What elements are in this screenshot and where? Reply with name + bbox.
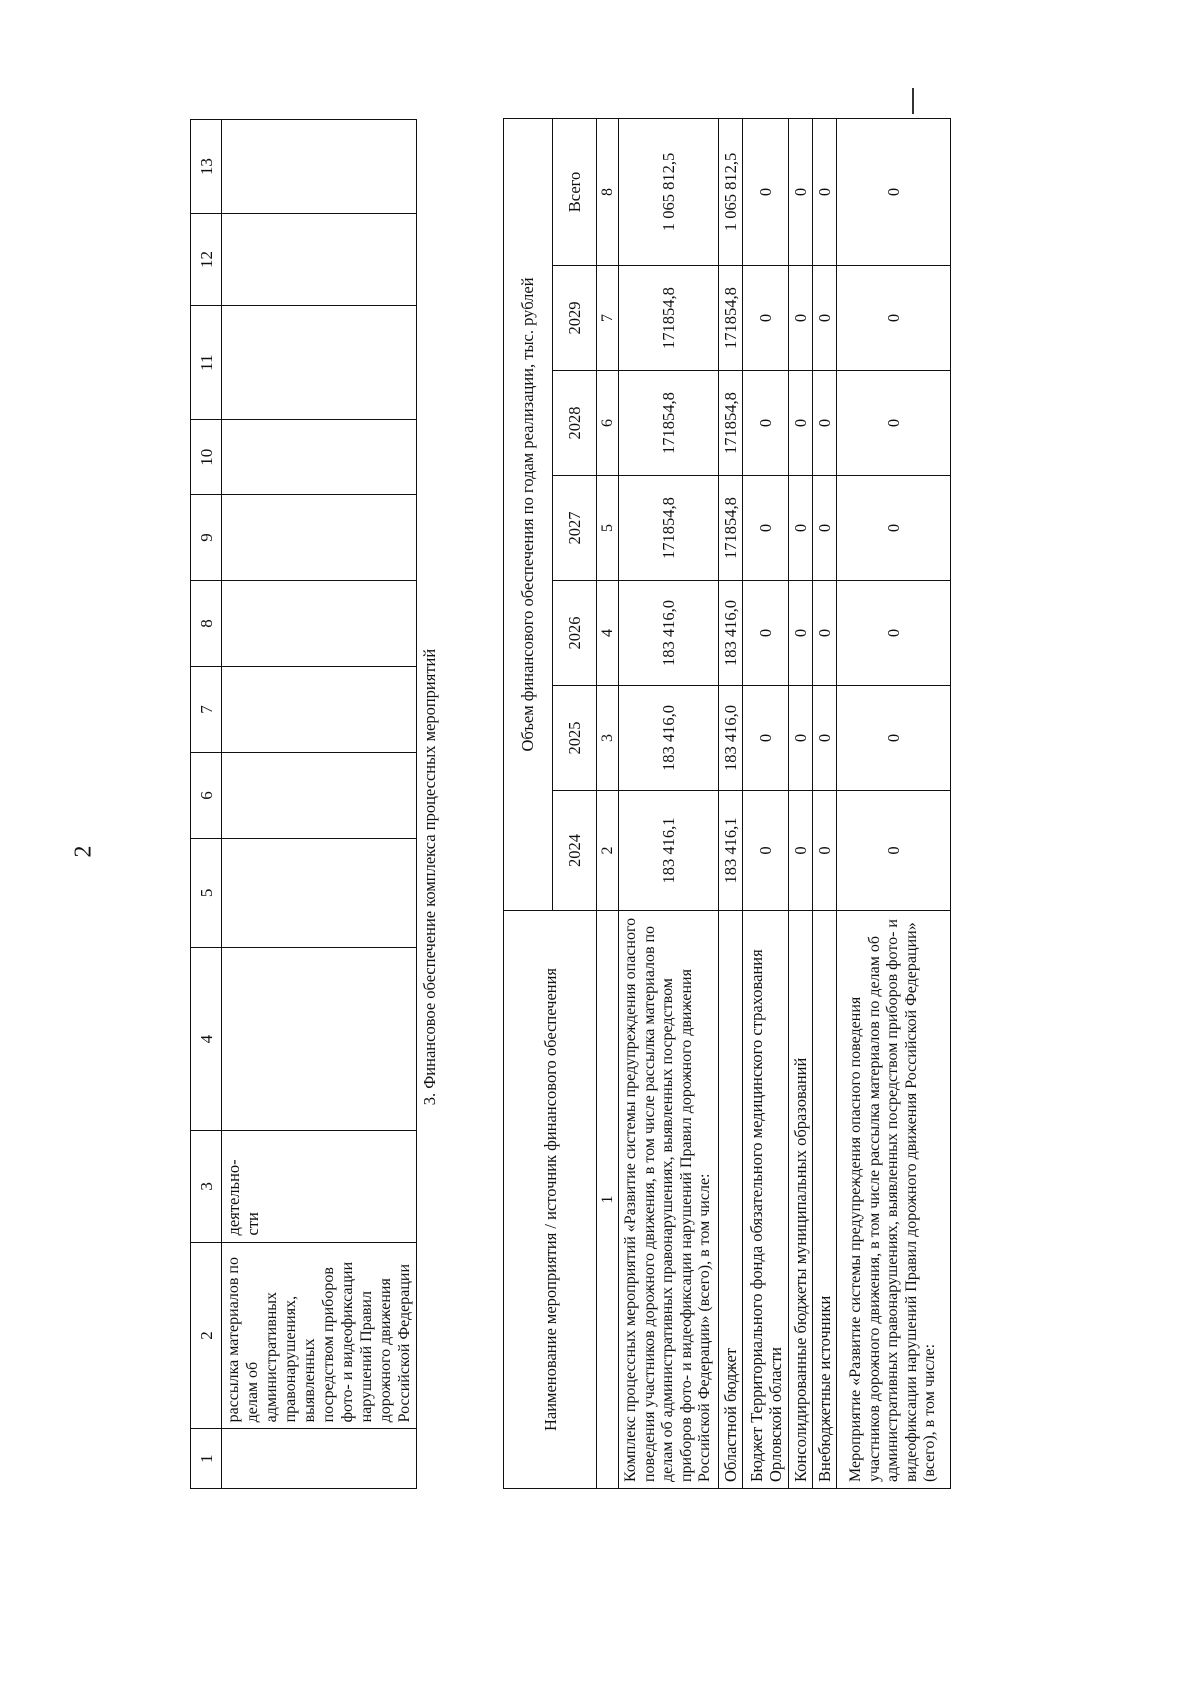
value-cell: 171854,8: [619, 266, 719, 371]
value-cell: 0: [813, 791, 837, 911]
row-name: Мероприятие «Развитие системы предупреждения опасного поведения участников дорожного движения, в том числе рассылка материалов по делам об административных правонарушениях, выявленных посредством приборов фото- и видеофиксации нарушений Правил дорожного движения Российской Федерации» (всего), в том числе:: [837, 911, 951, 1489]
col-number: 7: [597, 266, 619, 371]
total-cell: 1 065 812,5: [619, 118, 719, 265]
value-cell: 0: [837, 686, 951, 791]
column-numbers-row: [597, 118, 619, 1488]
year-header: 2026: [553, 581, 597, 686]
cell: [222, 495, 417, 581]
row-name: Консолидированные бюджеты муниципальных образований: [789, 911, 813, 1489]
value-cell: 0: [813, 686, 837, 791]
col-number: 11: [191, 305, 222, 420]
value-cell: 183 416,0: [619, 581, 719, 686]
header-name: Наименование мероприятия / источник финансового обеспечения: [504, 911, 597, 1489]
row-name: Комплекс процессных мероприятий «Развитие системы предупреждения опасного поведения участников дорожного движения, в том числе рассылка материалов по делам об административных правонарушениях, выявленных посредством приборов фото- и видеофиксации нарушений Правил дорожного движения Российской Федерации» (всего), в том числе:: [619, 911, 719, 1489]
value-cell: 0: [813, 581, 837, 686]
col-number: 2: [597, 791, 619, 911]
value-cell: 0: [837, 476, 951, 581]
year-header: 2027: [553, 476, 597, 581]
cell: деятельно-сти: [222, 1131, 417, 1242]
value-cell: 0: [789, 791, 813, 911]
value-cell: 0: [743, 686, 789, 791]
value-cell: 0: [789, 266, 813, 371]
continuation-body-row: [222, 120, 417, 1489]
col-number: 1: [597, 911, 619, 1489]
total-cell: 0: [743, 118, 789, 265]
header-volume: Объем финансового обеспечения по годам реализации, тыс. рублей: [504, 118, 553, 910]
year-header: 2028: [553, 371, 597, 476]
finance-table: [503, 118, 951, 1489]
col-number: 3: [191, 1131, 222, 1242]
cell: [222, 581, 417, 667]
col-number: 2: [191, 1242, 222, 1429]
col-number: 3: [597, 686, 619, 791]
total-cell: 0: [813, 118, 837, 265]
value-cell: 0: [813, 476, 837, 581]
cell: [222, 752, 417, 838]
col-number: 5: [191, 838, 222, 947]
value-cell: 0: [743, 476, 789, 581]
table-row: [619, 118, 719, 1488]
total-cell: 0: [789, 118, 813, 265]
value-cell: 171854,8: [719, 266, 743, 371]
col-number: 13: [191, 120, 222, 214]
value-cell: 0: [837, 791, 951, 911]
year-header: 2029: [553, 266, 597, 371]
col-number: 8: [191, 581, 222, 667]
value-cell: 0: [789, 371, 813, 476]
value-cell: 183 416,0: [719, 581, 743, 686]
table-row: [719, 118, 743, 1488]
col-number: 7: [191, 666, 222, 752]
continuation-table: [190, 119, 417, 1489]
continuation-table-wrapper: [190, 119, 417, 1489]
value-cell: 0: [837, 581, 951, 686]
row-name: Областной бюджет: [719, 911, 743, 1489]
cell: [222, 120, 417, 214]
table-row: [743, 118, 789, 1488]
value-cell: 0: [743, 581, 789, 686]
row-name: Внебюджетные источники: [813, 911, 837, 1489]
cell-description: рассылка материалов по делам об административных правонарушениях, выявленных посредством приборов фото- и видеофиксации нарушений Правил дорожного движения Российской Федерации: [222, 1242, 417, 1429]
year-header: 2024: [553, 791, 597, 911]
value-cell: 0: [813, 371, 837, 476]
value-cell: 0: [837, 266, 951, 371]
value-cell: 0: [743, 791, 789, 911]
col-number: 6: [597, 371, 619, 476]
col-number: 4: [191, 947, 222, 1130]
section-title: 3. Финансовое обеспечение комплекса процессных мероприятий: [420, 648, 439, 1106]
year-header: 2025: [553, 686, 597, 791]
value-cell: 0: [837, 371, 951, 476]
cell: [222, 947, 417, 1130]
value-cell: 0: [813, 266, 837, 371]
value-cell: 171854,8: [619, 371, 719, 476]
cell: [222, 214, 417, 306]
value-cell: 171854,8: [619, 476, 719, 581]
cell: [222, 838, 417, 947]
page-number: 2: [70, 845, 97, 858]
row-name: Бюджет Территориального фонда обязательного медицинского страхования Орловской области: [743, 911, 789, 1489]
continuation-header-row: [191, 120, 222, 1489]
value-cell: 183 416,1: [719, 791, 743, 911]
col-number: 8: [597, 118, 619, 265]
value-cell: 0: [789, 686, 813, 791]
col-number: 6: [191, 752, 222, 838]
total-cell: 0: [837, 118, 951, 265]
value-cell: 183 416,1: [619, 791, 719, 911]
value-cell: 0: [743, 266, 789, 371]
table-row: [813, 118, 837, 1488]
total-cell: 1 065 812,5: [719, 118, 743, 265]
cell: [222, 420, 417, 495]
col-number: 10: [191, 420, 222, 495]
value-cell: 171854,8: [719, 371, 743, 476]
table-row: [789, 118, 813, 1488]
finance-header-row-1: [504, 118, 553, 1488]
value-cell: 0: [743, 371, 789, 476]
cell: [222, 666, 417, 752]
value-cell: 183 416,0: [619, 686, 719, 791]
col-number: 12: [191, 214, 222, 306]
col-number: 9: [191, 495, 222, 581]
table-row: [837, 118, 951, 1488]
scan-mark: [912, 88, 914, 114]
cell: [222, 305, 417, 420]
value-cell: 0: [789, 476, 813, 581]
value-cell: 183 416,0: [719, 686, 743, 791]
col-number: 1: [191, 1429, 222, 1489]
finance-table-wrapper: [503, 118, 951, 1489]
total-header: Всего: [553, 118, 597, 265]
col-number: 4: [597, 581, 619, 686]
value-cell: 0: [789, 581, 813, 686]
cell: [222, 1429, 417, 1489]
value-cell: 171854,8: [719, 476, 743, 581]
col-number: 5: [597, 476, 619, 581]
